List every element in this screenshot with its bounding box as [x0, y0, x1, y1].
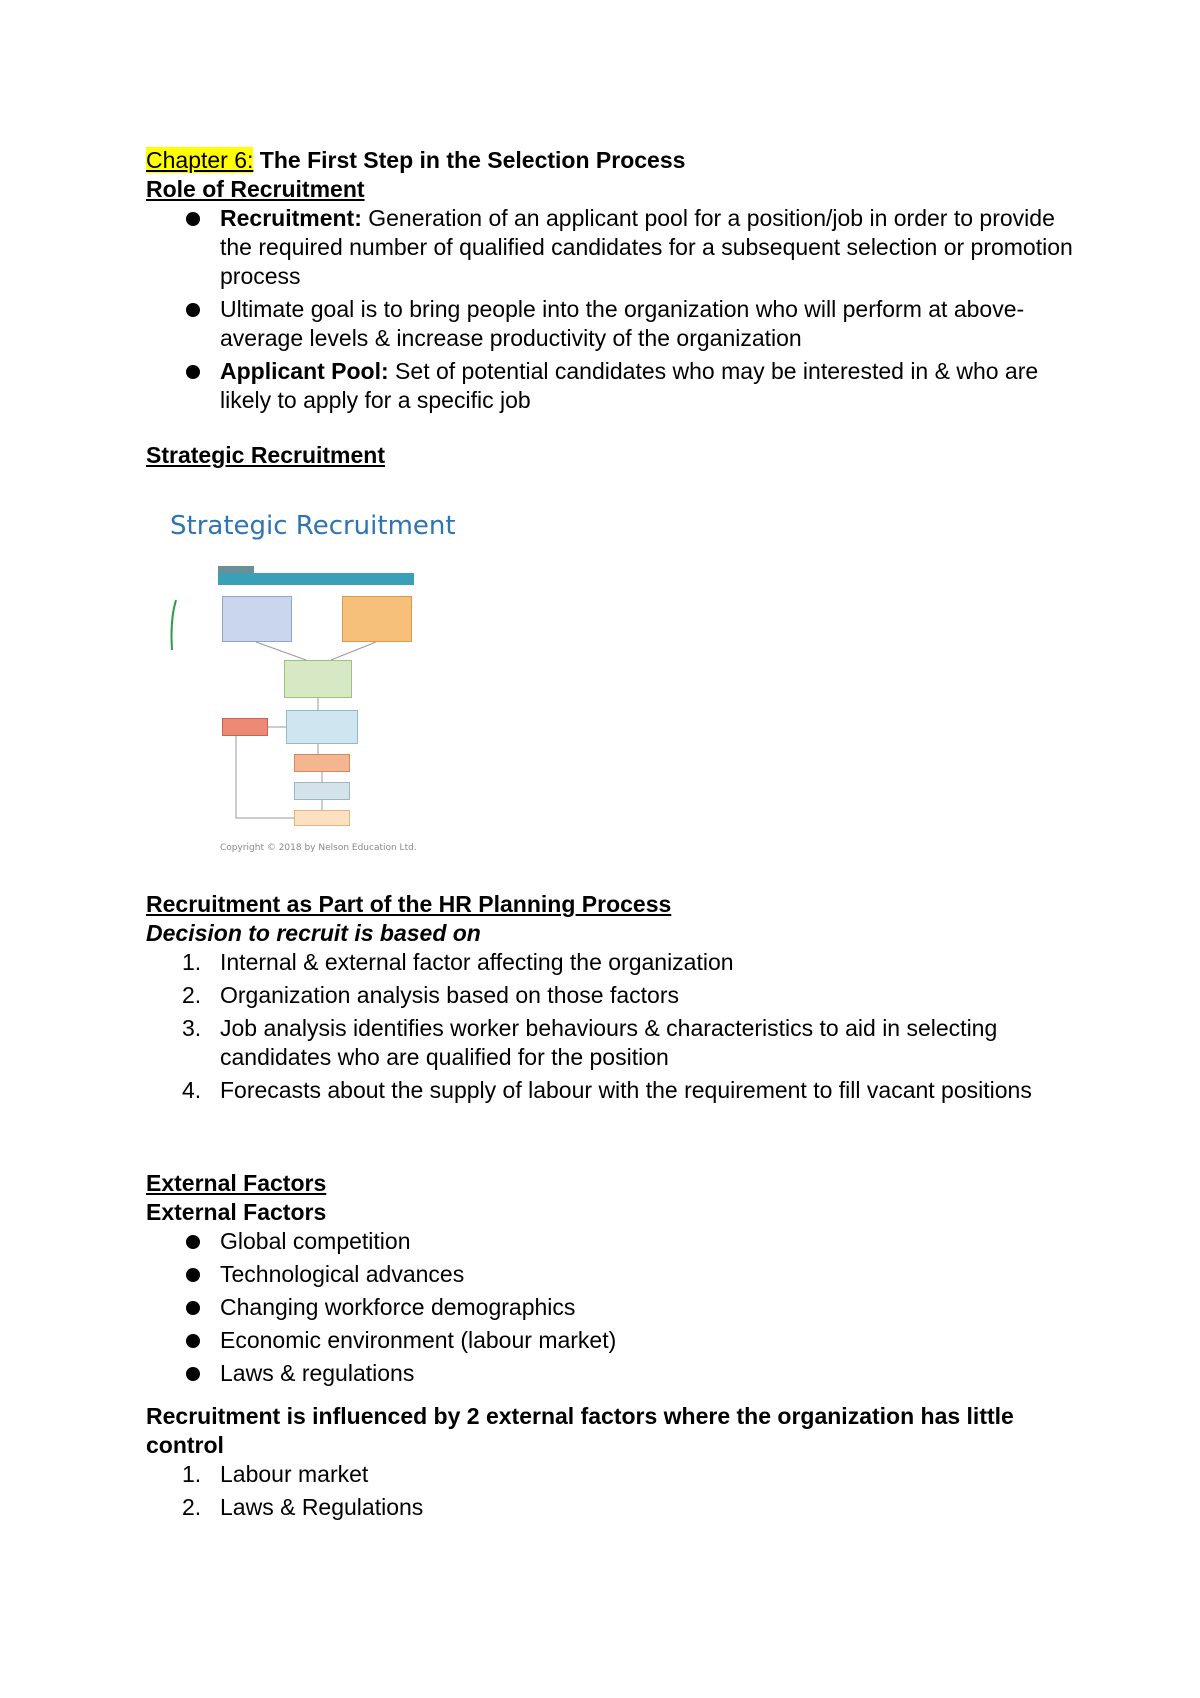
hr-planning-subheading: Decision to recruit is based on: [146, 920, 481, 946]
list-item-text: Changing workforce demographics: [220, 1294, 576, 1320]
list-item: [146, 948, 1076, 977]
role-list: [146, 204, 1076, 415]
term: Applicant Pool:: [220, 358, 389, 384]
influence-list: [146, 1460, 1076, 1522]
list-number: 2.: [182, 1494, 202, 1520]
list-item-text: Job analysis identifies worker behaviours & characteristics to aid in selecting candidates who are qualified for the position: [220, 1015, 998, 1070]
bullet-icon: [186, 303, 200, 317]
external-factors-box: [222, 596, 292, 642]
bullet-icon: [186, 212, 200, 226]
hr-planning-box: [286, 710, 358, 744]
strategic-recruitment-figure: [146, 500, 456, 860]
figure-title: Strategic Recruitment: [170, 511, 456, 541]
bullet-icon: [186, 1367, 200, 1381]
hr-planning-heading: Recruitment as Part of the HR Planning Process: [146, 891, 672, 917]
list-item-text: Ultimate goal is to bring people into the organization who will perform at above-average levels & increase productivity of the organization: [220, 296, 1025, 351]
list-item: [146, 1293, 1076, 1322]
list-item-text: Economic environment (labour market): [220, 1327, 617, 1353]
role-heading: Role of Recruitment: [146, 176, 365, 202]
selection-box: [294, 782, 350, 800]
document-page: [146, 146, 1076, 1526]
figure-copyright: Copyright © 2018 by Nelson Education Ltd.: [220, 843, 417, 853]
hr-planning-list: [146, 948, 1076, 1105]
list-item: [146, 981, 1076, 1010]
job-offer-box: [294, 810, 350, 826]
list-item: [146, 1014, 1076, 1072]
list-number: 4.: [182, 1077, 202, 1103]
external-factors-list: [146, 1227, 1076, 1388]
list-number: 1.: [182, 949, 202, 975]
list-item-text: Forecasts about the supply of labour with the requirement to fill vacant positions: [220, 1077, 1032, 1103]
bullet-icon: [186, 365, 200, 379]
strategic-heading: Strategic Recruitment: [146, 442, 386, 468]
list-item: [146, 1460, 1076, 1489]
list-item: [146, 1359, 1076, 1388]
chapter-label: Chapter 6:: [146, 147, 254, 173]
list-item: [146, 1493, 1076, 1522]
internal-factors-box: [342, 596, 412, 642]
list-item: [146, 204, 1076, 291]
bullet-icon: [186, 1301, 200, 1315]
external-heading: External Factors: [146, 1170, 327, 1196]
list-number: 3.: [182, 1015, 202, 1041]
definition: Generation of an applicant pool for a position/job in order to provide the required number of qualified candidates for a subsequent selection or promotion process: [220, 205, 1073, 289]
list-number: 2.: [182, 982, 202, 1008]
list-number: 1.: [182, 1461, 202, 1487]
influence-heading: Recruitment is influenced by 2 external factors where the organization has little control: [146, 1403, 1014, 1458]
definition: Set of potential candidates who may be interested in & who are likely to apply for a specific job: [220, 358, 1039, 413]
list-item-text: Laws & Regulations: [220, 1494, 424, 1520]
recruitment-box: [294, 754, 350, 772]
list-item: [146, 1076, 1076, 1105]
job-analysis-box: [222, 718, 268, 736]
list-item: [146, 1260, 1076, 1289]
list-item: [146, 1326, 1076, 1355]
list-item-text: Technological advances: [220, 1261, 465, 1287]
list-item-text: Laws & regulations: [220, 1360, 415, 1386]
list-item: [146, 357, 1076, 415]
term: Recruitment:: [220, 205, 362, 231]
chapter-title-line: [146, 146, 1076, 175]
list-item-text: Internal & external factor affecting the organization: [220, 949, 734, 975]
list-item-text: Organization analysis based on those factors: [220, 982, 679, 1008]
list-item: [146, 1227, 1076, 1256]
list-item: [146, 295, 1076, 353]
external-subheading: External Factors: [146, 1199, 327, 1225]
bullet-icon: [186, 1334, 200, 1348]
list-item-text: Labour market: [220, 1461, 369, 1487]
chapter-title: The First Step in the Selection Process: [253, 147, 686, 173]
organization-analysis-box: [284, 660, 352, 698]
bullet-icon: [186, 1268, 200, 1282]
bullet-icon: [186, 1235, 200, 1249]
list-item-text: Global competition: [220, 1228, 411, 1254]
